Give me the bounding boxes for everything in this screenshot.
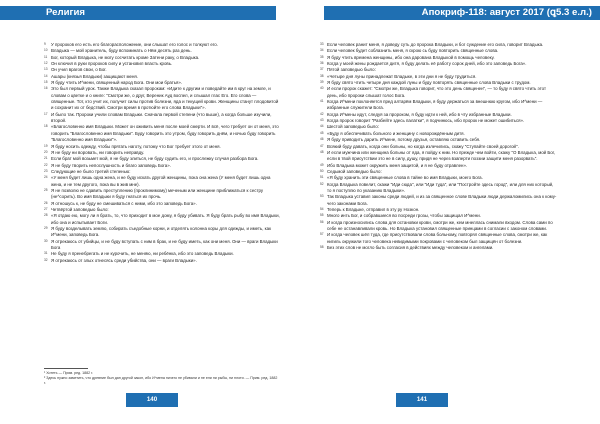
verse-number: 40 — [320, 86, 324, 91]
footnote: ¹ Хотеть — Прим. ред. 1882 г. — [44, 371, 93, 375]
verse-number: 37 — [320, 67, 324, 72]
verse-number: 10 — [44, 48, 48, 53]
verse-text: «Четыре дня луны принадлежат Владыке, в эти дни я не буду трудиться. — [327, 73, 477, 79]
verse-number: 57 — [320, 232, 324, 237]
verse-number: 23 — [44, 168, 48, 173]
verse-text: Я не буду творить непослушность и благо заповедь Бога». — [51, 162, 171, 168]
verse-number: 41 — [320, 99, 324, 104]
verse-text: Я буду свято чтить четыре дня каждой луны и буду повторять священные слова Владыки с трудом. — [327, 80, 531, 86]
verse-text: И было так. Пророки учили словам Владыки. Сначала первой степени (что выше), а когда больше изучили, второй. — [51, 111, 272, 124]
verse — [44, 175, 280, 188]
verse-number: 44 — [320, 124, 324, 129]
verse-text: «Благословенно имя Владыки. Может он оживить меня после моей смерти. И всё, чего требует он от меня, это говорить "Благословенно имя Владыки". Буду говорить это утром, буду говорить днём, и ночью буду говорить "Благословенно имя Владыки"». — [51, 124, 279, 143]
verse-text: Я отрекаюсь от злых отнесясь среди убийства, они — враги Владыки». — [51, 257, 197, 263]
verse-text: Не буду я пренебрегать и не курочить, не меняю, ни ребёнка, ибо это заповедь Владыки. — [51, 251, 234, 257]
verse-text: «Я буду хранить эти священные слова в тайне во имя Владыки, моего Бога. — [327, 175, 483, 181]
verse-number: 52 — [320, 181, 324, 186]
verse-number: 28 — [44, 213, 48, 218]
verse-number: 21 — [44, 156, 48, 161]
section-title: Религия — [46, 7, 85, 18]
verse — [44, 213, 280, 226]
verse-text: Если брат мой возьмет мой, я не буду злиться, не буду судить его, и прослежку случая разбора Бога. — [51, 156, 259, 162]
verse-number: 14 — [44, 73, 48, 78]
verse — [44, 112, 280, 125]
verse-text: Я не позволю не сдавить преступлению (проклинимому) меченым или женщине приближаться к сестру (не^сорить). Во имя Владыки я буду гнаться их прочь. — [51, 187, 264, 200]
verse-number: 51 — [320, 175, 324, 180]
verse-number: 16 — [44, 86, 48, 91]
verse-text: Когда пророк говорит "Разбейте здесь палатки", я подчинюсь, ибо пророк не может ошибиться». — [327, 118, 525, 124]
footnotes — [44, 371, 280, 386]
verse-number: 36 — [320, 61, 324, 66]
verse-text: И когда произносились слова для остановки крови, смотри же, кем мнеллась снимали входом. Слова сами по себе не останавливали кровь. Но Владыка установил священные принцами в согласии с законом словами. — [327, 219, 553, 231]
verse-text: Теперь к Владыке, отправил в эту ру Ноэкон. — [327, 206, 420, 212]
verse — [320, 99, 558, 112]
verse-text: Ашары (князья Владыки) защищают меня. — [51, 73, 138, 79]
verse — [320, 194, 558, 207]
verse-text: Он ключил в руки пророков силу и установил власть кровь. — [51, 61, 173, 67]
verse — [44, 239, 280, 252]
verse-number: 49 — [320, 162, 324, 167]
verse-number: 47 — [320, 143, 324, 148]
verse-text: И если пророк скажет: "Смотри же, Владыка говорит, что это день священен", — то буду я свято чтить этот день, ибо пророки слышат голос Бога. — [327, 86, 547, 98]
verse-number: 15 — [44, 80, 48, 85]
verse-number: 35 — [320, 54, 324, 59]
verse-text: Четвёртой заповедью было: — [51, 206, 109, 212]
verse-number: 25 — [44, 187, 48, 192]
verse — [44, 258, 280, 264]
verse-number: 22 — [44, 162, 48, 167]
verse-text: Это был первый урок. Также Владыка сказал пророкам: «Идите к другим и поведайте им в круг на земле, и словам о цветке и о книге: "Смотри же, о друг, Вереник Ауд воспел, и слышал глас Его. Его слова — священные. Тот, кто учит их, получит силы против болезни, яда и текущей крови. Женщины станут плодовитой и сохранит их от бедствий. Смотри время в протюйте его слова Владыки"». — [51, 86, 279, 111]
verse-text: Следующие не было третий степенью: — [51, 168, 131, 174]
running-title-band — [324, 6, 600, 20]
verse-number: 30 — [44, 238, 48, 243]
verse-number: 9 — [44, 42, 46, 46]
verse — [320, 245, 558, 251]
verse-number: 53 — [320, 194, 324, 199]
verse — [320, 220, 558, 233]
verse-text: Я не буду ни воровать, ни говорить неправду. — [51, 149, 145, 155]
footnote: ² Здесь нужно заметить, что древние был дан другой закон, ибо И^мена ничего не убивали и не ели ни рыбы, ни плоти. — Прим. ред. 1882 г. — [44, 376, 278, 385]
page-number-label: 140 — [146, 396, 158, 403]
right-page — [300, 0, 600, 424]
page-number-left — [126, 393, 178, 407]
verse-text: Ибо Владыка может окружить меня защитой, и я не буду отравлен». — [327, 162, 468, 168]
verse-text: «У меня будет лишь одна жена, и не буду искать другой женщины, пока она жена (У меня будет лишь одна жена, и не тем другого, пока вы в жив мне). — [51, 175, 271, 187]
left-verse-list — [44, 42, 280, 264]
verse-text: Я буду чтить времена женщины, ибо она дарована Владыкой в помощь человеку. — [327, 54, 495, 60]
verse-text: «Буду я обеспечивать больного и женщину с новорождённым дитя. — [327, 130, 465, 136]
verse-number: 26 — [44, 200, 48, 205]
verse-number: 58 — [320, 245, 324, 249]
verse-number: 54 — [320, 206, 324, 211]
verse-text: Всякий буду давать, когда они больны, но когда излечились, скажу "Ступайте своей дорогой". — [327, 143, 519, 149]
verse-text: Когда И^мени поклоняется пред алтарём Владыки, я буду держаться за внешнюю кругом, ибо И^мени — избранные служители Бога. — [327, 99, 543, 111]
verse-number: 24 — [44, 175, 48, 180]
verse-text: Пятой заповедью было: — [327, 67, 376, 73]
verse-text: И если мужчина или женщина больны от яда, я пойду к ним. Но прежде чем войти, скажу "О Владыка, мой Бог, если в твой присутствии это не в силу, душу, придя не через взаперти поэзии защити меня разорвать". — [327, 149, 555, 162]
verse-text: Я буду приводить дарить И^мене, потому друзья, оставляю оставить себя. — [327, 137, 481, 143]
section-title-band — [0, 6, 276, 20]
verse — [44, 124, 280, 143]
verse-number: 45 — [320, 130, 324, 135]
verse-number: 27 — [44, 206, 48, 211]
verse-number: 32 — [44, 257, 48, 262]
page-number-right — [396, 393, 448, 407]
verse-number: 50 — [320, 168, 324, 173]
verse-number: 31 — [44, 251, 48, 256]
verse-number: 43 — [320, 118, 324, 123]
verse — [320, 232, 558, 245]
verse-text: Когда И^мены идут, следуя за пророком, я буду идти к ней, ибо в чту избранные Владыки. — [327, 111, 512, 117]
verse — [320, 86, 558, 99]
verse-text: Когда Владыка повелит, скажи "Иди сюда", или "Иди туда", или "Постройте здесь город", или для них который, то я поступлю по указанию Владыки». — [327, 181, 554, 193]
verse-text: Много инть Бог, и собравшиеся во посреди грозы, чтобы защищал И^мени. — [327, 213, 481, 219]
verse-number: 20 — [44, 149, 48, 154]
verse-text: «Я отдаю ею, могу ли я брать, то, что приходит в мое дому, я буду убивать. Я буду брать рыбу во имя Владыки, ибо она и испытывает Боги. — [51, 213, 280, 225]
verse-text: Я отрекаюсь от убийцы, и не буду вступать с ним в брак, и не буду иметь, как они меня. Они — враги Владыки Бога — [51, 238, 278, 250]
verse-text: Бог, который Владыка, не могу сосчитать кроме Затени раку, о Владыка. — [51, 54, 200, 60]
verse-number: 38 — [320, 73, 324, 78]
verse-text: Владыка — мой хранитель, буду вспоминать о Нём десять раз день. — [51, 48, 192, 54]
verse-text: Он учил врагов свои, о Бог. — [51, 67, 107, 73]
verse-number: 39 — [320, 80, 324, 85]
verse-text: Я буду чтить И^мени, священный народ Бога. Они мои братья». — [51, 80, 183, 86]
verse-text: Шестой заповедью было: — [327, 124, 379, 130]
page-number-label: 141 — [416, 396, 428, 403]
verse — [44, 188, 280, 201]
verse-text: Если человек ранит меня, я доведу суть до пророка Владыки, и бог суждение его сила, говорит Владыка. — [327, 42, 544, 47]
verse-number: 18 — [44, 124, 48, 129]
verse-number: 11 — [44, 54, 48, 59]
verse-text: Седьмой заповедью было: — [327, 168, 382, 174]
running-title: Апокриф-118: август 2017 (ꝗ5.3 е.л.) — [421, 7, 592, 18]
verse-number: 17 — [44, 111, 48, 116]
verse-text: У пророков его есть его благорасположение, они слышат его голос и толкуют его. — [51, 42, 218, 47]
verse — [320, 182, 558, 195]
verse-number: 34 — [320, 48, 324, 53]
verse-number: 29 — [44, 225, 48, 230]
verse-text: Я буду носить одежду, чтобы прятать наготу, потому что Бог требует этого от меня. — [51, 143, 221, 149]
verse-text: Когда у моей жены рождается дитя, я буду делать её работу сорок дней, ибо это заповедь Бога». — [327, 61, 527, 67]
verse-number: 55 — [320, 213, 324, 218]
verse-number: 33 — [320, 42, 324, 46]
verse-number: 42 — [320, 111, 324, 116]
verse — [44, 86, 280, 111]
verse-number: 46 — [320, 137, 324, 142]
right-verse-list — [320, 42, 558, 251]
verse-text: И когда человек шёл туда, где присутствовали слова больному, повторял священные слова, смотри же, как нигиль окружили того человека невидимыми покровами с человеком был защищён от болезни. — [327, 232, 548, 244]
verse — [320, 150, 558, 163]
verse-text: Я буду возделывать землю, собирать съедобные корни, и отделять колонна коры для одежды, и иметь, как И^мени, заповедь Бога. — [51, 225, 272, 238]
verse-text: Если человек будет соблазнить меня, я скрою сь буду повторить священные слова. — [327, 48, 499, 54]
verse-number: 12 — [44, 61, 48, 66]
verse-number: 19 — [44, 143, 48, 148]
verse-number: 48 — [320, 149, 324, 154]
verse-text: Так Владыка уставил законы среди людей, и из за священное слове Владыки люди держаломились она к кому-чего законами Бога. — [327, 194, 557, 206]
verse-number: 56 — [320, 219, 324, 224]
footnote-divider — [44, 368, 88, 369]
verse-text: Я отношусь к, не буду не смешиваться с ними, ибо это заповедь Бога». — [51, 200, 197, 206]
verse — [44, 226, 280, 239]
verse-text: Без этих слов не могло быть согласия в действиях между человеком и ангелами. — [327, 245, 494, 250]
verse-number: 13 — [44, 67, 48, 72]
